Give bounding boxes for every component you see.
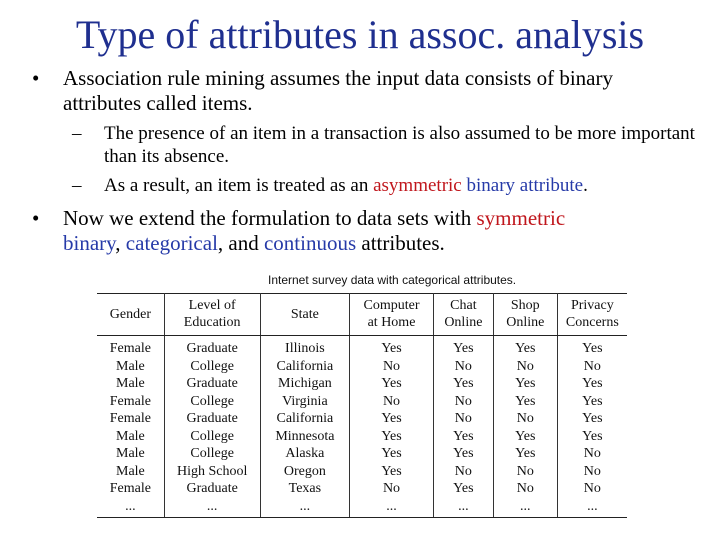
header-computer: Computer at Home: [350, 294, 434, 336]
table-cell: ...: [164, 498, 260, 518]
table-cell: No: [433, 393, 493, 411]
table-cell: ...: [260, 498, 350, 518]
table-cell: Yes: [493, 375, 557, 393]
table-cell: No: [493, 480, 557, 498]
subbullet-text: [104, 174, 702, 197]
table-row: [97, 358, 627, 376]
table-cell: Yes: [350, 336, 434, 358]
bullet-text: Association rule mining assumes the input data consists of binary attributes called items.: [63, 66, 613, 115]
table-cell: Illinois: [260, 336, 350, 358]
header-state: State: [260, 294, 350, 336]
table-cell: Yes: [350, 463, 434, 481]
table-cell: Michigan: [260, 375, 350, 393]
table-cell: Yes: [350, 428, 434, 446]
table-cell: Yes: [350, 375, 434, 393]
table-row: [97, 445, 627, 463]
dash-icon: –: [72, 123, 82, 144]
table-cell: ...: [97, 498, 164, 518]
highlight-categorical: categorical: [125, 231, 218, 255]
slide-title: Type of attributes in assoc. analysis: [75, 12, 645, 57]
table-cell: College: [164, 358, 260, 376]
table-row: [97, 410, 627, 428]
bullet-extend-formulation: [32, 206, 692, 256]
header-gender: Gender: [97, 294, 164, 336]
table-cell: College: [164, 393, 260, 411]
table-cell: Female: [97, 410, 164, 428]
table-cell: Male: [97, 375, 164, 393]
table-cell: ...: [433, 498, 493, 518]
subbullet-text: The presence of an item in a transaction is also assumed to be more important than its absence.: [104, 123, 695, 167]
table-cell: Graduate: [164, 336, 260, 358]
bullet-dot-icon: •: [32, 66, 40, 90]
table-row: [97, 375, 627, 393]
bullet-text: [63, 206, 692, 256]
table-cell: Yes: [350, 410, 434, 428]
bullet-dot-icon: •: [32, 206, 40, 230]
table-row: [97, 336, 627, 358]
text-segment: , and: [217, 231, 264, 255]
table-cell: No: [350, 393, 434, 411]
table-cell: No: [350, 480, 434, 498]
table-cell: Yes: [433, 445, 493, 463]
table-row: [97, 428, 627, 446]
subbullet-asymmetric: [72, 174, 702, 197]
table-cell: No: [433, 463, 493, 481]
table-cell: Yes: [582, 428, 603, 444]
table-cell: ...: [557, 498, 627, 518]
text-segment: Now we extend the formulation to data sets with: [63, 206, 477, 230]
table-cell: No: [433, 410, 493, 428]
table-cell: College: [164, 428, 260, 446]
table-cell: Female: [97, 336, 164, 358]
table-cell: Yes: [433, 480, 493, 498]
table-cell: Yes: [582, 341, 603, 356]
table-cell: No: [583, 481, 601, 496]
dash-icon: –: [72, 175, 82, 196]
table-cell: Minnesota: [260, 428, 350, 446]
table-cell: Graduate: [164, 375, 260, 393]
highlight-asymmetric: asymmetric: [373, 175, 462, 196]
highlight-binary: binary: [63, 231, 116, 255]
header-education: Level of Education: [164, 294, 260, 336]
text-segment: ,: [115, 231, 126, 255]
table-cell: Male: [97, 358, 164, 376]
table-cell: California: [260, 358, 350, 376]
table-cell: Female: [97, 480, 164, 498]
table-cell: Graduate: [164, 410, 260, 428]
table-cell: ...: [350, 498, 434, 518]
table-cell: ...: [493, 498, 557, 518]
header-privacy: Privacy Concerns: [557, 294, 627, 336]
bullet-association-rule: [32, 66, 692, 116]
header-chat: Chat Online: [433, 294, 493, 336]
table-cell: College: [164, 445, 260, 463]
table-cell: Male: [97, 463, 164, 481]
table-cell: No: [433, 358, 493, 376]
table-cell: No: [350, 358, 434, 376]
table-cell: Female: [97, 393, 164, 411]
table-cell: Yes: [433, 428, 493, 446]
table-cell: No: [493, 410, 557, 428]
table-cell: Yes: [350, 445, 434, 463]
subbullet-presence: [72, 122, 702, 168]
table-cell: No: [493, 358, 557, 376]
table-cell: Texas: [260, 480, 350, 498]
table-cell: Yes: [582, 393, 603, 409]
table-cell: Male: [97, 445, 164, 463]
table-cell: Yes: [582, 411, 603, 426]
highlight-binary-attribute: binary attribute: [466, 175, 584, 196]
table-cell: No: [583, 446, 601, 461]
table-row: [97, 480, 627, 498]
table-cell: High School: [164, 463, 260, 481]
table-cell: Yes: [493, 336, 557, 358]
table-cell: California: [260, 410, 350, 428]
highlight-continuous: continuous: [263, 231, 357, 255]
table-row: [97, 463, 627, 481]
table-cell: Male: [97, 428, 164, 446]
table-cell: Alaska: [260, 445, 350, 463]
table-row: [97, 498, 627, 518]
table-cell: Yes: [582, 376, 603, 391]
table-cell: No: [493, 463, 557, 481]
text-segment: .: [583, 175, 588, 196]
table-row: [97, 393, 627, 411]
text-segment: As a result, an item is treated as an: [104, 175, 374, 196]
table-cell: Graduate: [164, 480, 260, 498]
header-shop: Shop Online: [493, 294, 557, 336]
table-cell: Oregon: [260, 463, 350, 481]
table-cell: Yes: [493, 428, 557, 446]
highlight-symmetric: symmetric: [476, 206, 566, 230]
text-segment: attributes.: [356, 231, 445, 255]
table-cell: Yes: [433, 375, 493, 393]
table-cell: No: [583, 463, 601, 479]
table-caption: Internet survey data with categorical attributes.: [268, 273, 517, 287]
table-cell: Yes: [493, 393, 557, 411]
table-cell: No: [583, 358, 601, 374]
table-cell: Yes: [433, 336, 493, 358]
table-cell: Yes: [493, 445, 557, 463]
table-cell: Virginia: [260, 393, 350, 411]
table-header-row: [97, 294, 627, 336]
survey-table: [97, 293, 627, 518]
